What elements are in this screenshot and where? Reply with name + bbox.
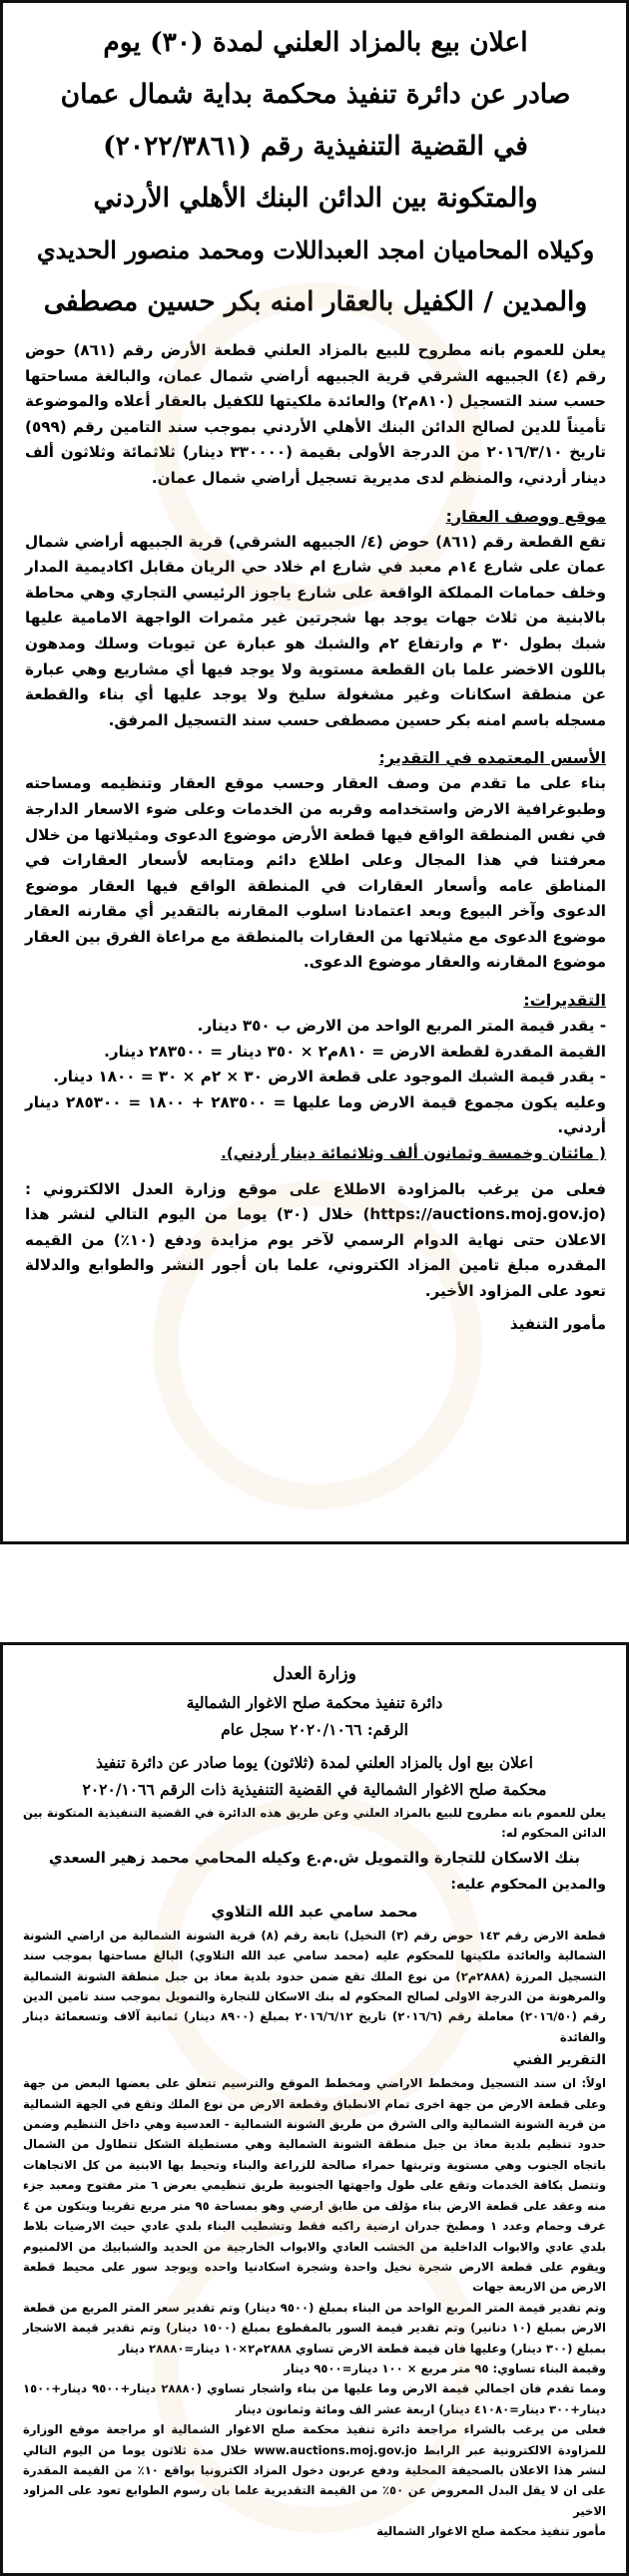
- headline-line: صادر عن دائرة تنفيذ محكمة بداية شمال عمان: [60, 79, 571, 110]
- property-details: قطعة الارض رقم ١٤٣ حوض رقم (٣) النخيل) تابعة رقم (٨) قرية الشونة الشمالية من اراضي الشونة الشمالية والعائدة ملكيتها للمحكوم عليه (محمد سامي عبد الله التلاوي) البالغ مساحتها بموجب سند التسجيل المرزة (٢٨٨٨م٢) من نوع الملك تقع ضمن حدود بلدية معاذ بن جبل منطقة الشونة الشمالية والمرهونة من الدرجة الاولى لصالح المحكوم له بنك الاسكان للتجارة والتمويل بموجب سند تامين الدين رقم (٢٠١٦/٥٠) معاملة رقم (٢٠١٦/٦) تاريخ ٢٠١٦/٦/١٢ بمبلغ (٨٩٠٠ دينار) ثمانية آلاف وتسعمائة دينار والفائدة: [23, 1928, 607, 2044]
- section-title-estimates: التقديرات:: [523, 991, 606, 1011]
- headline-line: اعلان بيع بالمزاد العلني لمدة (٣٠) يوم: [103, 27, 528, 58]
- notice-title-cont: محكمة صلح الاغوار الشمالية في القضية التنفيذية ذات الرقم ٢٠٢٠/١٠٦٦: [82, 1780, 547, 1799]
- headline-line: والمتكونة بين الدائن البنك الأهلي الأردني: [93, 183, 538, 214]
- headline-line: وكيلاه المحاميان امجد العبداللات ومحمد منصور الحديدي: [36, 235, 595, 264]
- creditor-name: بنك الاسكان للتجارة والتمويل ش.م.ع وكيله المحامي محمد زهير السعدي: [48, 1848, 581, 1867]
- estimate-line: - يقدر قيمة المتر المربع الواحد من الارض ب ٣٥٠ دينار.: [197, 1017, 606, 1036]
- notice-intro: يعلن للعموم بانه مطروح للبيع بالمزاد العلني قطعة الأرض رقم (٨٦١) حوض رقم (٤) الجبيهه الشرقي قرية الجبيهه أراضي شمال عمان، والبالغة مساحتها حسب سند التسجيل (٨١٠م٢) والعائدة ملكيتها للكفيل بالعقار أعلاه والموضوعة تأميناً للدين لصالح الدائن البنك الأهلي الأردني بموجب سند التامين رقم (٥٩٩) تاريخ ٢٠١٦/٣/١٠ من الدرجة الأولى بقيمة (٣٣٠٠٠٠ دينار) ثلاثمائة وثلاثون ألف دينار أردني، والمنظم لدى مديرية تسجيل أراضي شمال عمان.: [25, 341, 607, 487]
- notice-intro: يعلن للعموم بانه مطروح للبيع بالمزاد العلني وعن طريق هذه الدائرة في القضية التنفيذية المتكونة بين الدائن المحكوم له:: [23, 1806, 606, 1841]
- estimate-line: القيمة المقدرة لقطعة الارض = ٨١٠م٢ × ٣٥٠ دينار = ٢٨٣٥٠٠ دينار.: [104, 1042, 606, 1061]
- headline-line: والمدين / الكفيل بالعقار امنه بكر حسين مصطفى: [43, 286, 588, 317]
- bidding-instructions: فعلى من يرغب بالشراء مراجعة دائرة تنفيذ محكمة صلح الاغوار الشمالية او مراجعة موقع الوزارة للمزاودة الالكترونية عبر الرابط www.auctions.moj.gov.jo خلال مدة ثلاثون يوما من اليوم التالي لنشر هذا الاعلان بالصحيفة المحلية ودفع عربون دخول المزاد الكترونيا بواقع ١٠٪ من القيمة المقدرة على ان لا يقل البدل المعروض عن ٥٠٪ من القيمة التقديرية علما بان رسوم الطوابع تعود على المزاود الاخير: [23, 2422, 606, 2518]
- ministry-name: وزارة العدل: [273, 1664, 356, 1684]
- department-name: دائرة تنفيذ محكمة صلح الاغوار الشمالية: [186, 1693, 443, 1712]
- notice-title: اعلان بيع اول بالمزاد العلني لمدة (ثلاثون) يوما صادر عن دائرة تنفيذ: [96, 1753, 533, 1772]
- section-title-basis: الأسس المعتمده في التقدير:: [378, 748, 606, 768]
- total-in-words: ( مائتان وخمسة وثمانون ألف وثلاثمائة دينار أردني).: [221, 1144, 606, 1163]
- closing-instructions: فعلى من يرغب بالمزاودة الاطلاع على موقع وزارة العدل الالكتروني : (https://auctions.moj.gov.jo) خلال (٣٠) يوما من اليوم التالي لنشر هذا الاعلان حتى نهاية الدوام الرسمي لآخر يوم مزايدة ودفع (١٠٪) من القيمه المقدره مبلغ تامين المزاد الكتروني، علما بان أجور النشر والطوابع والدلالة تعود على المزاود الأخير.: [25, 1179, 606, 1300]
- signature: مأمور تنفيذ محكمة صلح الاغوار الشمالية: [376, 2524, 606, 2539]
- estimates-list: [25, 1014, 606, 1141]
- estimate-line: وعليه يكون مجموع قيمة الارض وما عليها = ٢٨٣٥٠٠ + ١٨٠٠ = ٢٨٥٣٠٠ دينار أردني.: [25, 1092, 606, 1137]
- valuation-text: وتم تقدير قيمة المتر المربع الواحد من البناء بمبلغ (٩٥٠٠ دينار) وتم تقدير سعر المتر المربع من قطعة الارض بمبلغ (١٠ دنانير) وتم تقدير قيمة السور بالمقطوع بمبلغ (١٥٠٠ دينار) وتم تقدير قيمة الاشجار بمبلغ (٣٠٠ دينار) وعليها فان قيمة قطعة الارض تساوي ٢٨٨٨م٢×١٠ دينار=٢٨٨٨٠ دينار: [23, 2300, 607, 2356]
- page-gap: [0, 1544, 629, 1642]
- signature: مأمور التنفيذ: [509, 1314, 606, 1333]
- debtor-name: محمد سامي عبد الله التلاوي: [211, 1902, 418, 1921]
- auction-notice-north-ghor: [0, 1642, 629, 2576]
- estimate-line: - يقدر قيمة الشبك الموجود على قطعة الارض ٣٠ × ٢م × ٣٠ = ١٨٠٠ دينار.: [53, 1068, 606, 1086]
- building-value: وقيمة البناء تساوي: ٩٥ متر مربع × ١٠٠ دينار=٩٥٠٠ دينار: [284, 2361, 606, 2375]
- total-value: ومما تقدم فان اجمالي قيمة الارض وما عليها من بناء واشجار تساوي (٢٨٨٨٠ دينار+٩٥٠٠ دينار+١٥٠٠ دينار+٣٠٠ دينار=٤١٠٨٠ دينار) اربعة عشر الف ومائة وثمانون دينار: [23, 2381, 606, 2416]
- notice-headline: [25, 17, 606, 328]
- technical-report: اولاً: ان سند التسجيل ومخطط الاراضي ومخطط الموقع والترسيم تتعلق على بعضها البعض من جهة وعلى قطعة الارض من جهة اخرى تمام الانطباق وقطعة الارض من نوع الملك وتقع في الجهة الشمالية من قرية الشونة الشمالية والى الشرق من طريق الشونة الشمالية - العدسية وهي داخل التنظيم وضمن حدود تنظيم بلدية معاذ بن جبل منطقة الشونة الشمالية وهي مستطيلة الشكل تتطاول من الشمال باتجاه الجنوب وهي مستوية وتربتها حمراء صالحة للزراعة والبناء وتحيط بها الابنية من كل الاتجاهات وتتصل بكافة الخدمات وتقع على طول واجهتها الجنوبية طريق تنظيمي بعرض ٦ متر مفتوح ومعبد جزء منه وعقد على قطعة الارض بناء مؤلف من طابق ارضي وهو بمساحة ٩٥ متر مربع تقريبا ويتكون من ٤ غرف وحمام وعدد ١ ومطبخ جدران ارضية راكبه فقط وتشطيب البناء بلدي عادي حيث الارضيات بلاط بلدي عادي والابواب الداخلية من الخشب العادي والابواب الخارجية من الحديد والشبابيك من الالمنيوم ويقوم على قطعة الارض شجرة نخيل واحدة وشجرة اسكادنيا واحده ويوجد سور على محيط قطعة الارض من الاربعة جهات: [23, 2076, 606, 2295]
- technical-report-label: التقرير الفني: [512, 2052, 606, 2069]
- headline-line: في القضية التنفيذية رقم (٢٠٢٢/٣٨٦١): [103, 131, 528, 162]
- section-title-location: موقع ووصف العقار:: [445, 506, 606, 526]
- valuation-basis: بناء على ما تقدم من وصف العقار وحسب موقع العقار وتنظيمه ومساحته وطبوغرافية الارض واستخدامه وقربه من الخدمات وعلى ضوء الاسعار الدارجة في نفس المنطقة الواقع فيها قطعة الأرض موضوع الدعوى ومثيلاتها من خلال معرفتنا في هذا المجال وعلى اطلاع دائم ومتابعه لأسعار العقارات في المناطق عامه وأسعار العقارات في المنطقة الواقع فيها العقار موضوع الدعوى وآخر البيوع وبعد اعتمادنا اسلوب المقارنه بالتقدير أي مقارنه العقار موضوع الدعوى مع مثيلاتها من العقارات بالمنطقة مع مراعاة الفرق بين العقار موضوع المقارنه والعقار موضوع الدعوى.: [25, 774, 606, 972]
- case-number: الرقم: ٢٠٢٠/١٠٦٦ سجل عام: [221, 1720, 408, 1739]
- location-description: تقع القطعة رقم (٨٦١) حوض (٤/ الجبيهه الشرقي) قرية الجبيهه أراضي شمال عمان على شارع ١٤م معبد في شارع ام خلاد حي الريان مقابل اكاديمية المدار وخلف حمامات المملكة الواقعة على شارع ياجوز الرئيسي التجاري وهي محاطة بالابنية من ثلاث جهات يوجد بها شجرتين غير مثمرات الواجهة الامامية عليها شبك بطول ٣٠ م وارتفاع ٢م والشبك هو عبارة عن تيوبات وسلك ومدهون باللون الاخضر علما بان القطعة مستوية ولا يوجد فيها أي مشاريع وهي عبارة عن منطقة اسكانات وغير مشغولة سليخ ولا يوجد عليها أي بناء والقطعة مسجله باسم امنه بكر حسين مصطفى حسب سند التسجيل المرفق.: [25, 532, 606, 729]
- debtor-label: والمدين المحكوم عليه:: [450, 1876, 606, 1893]
